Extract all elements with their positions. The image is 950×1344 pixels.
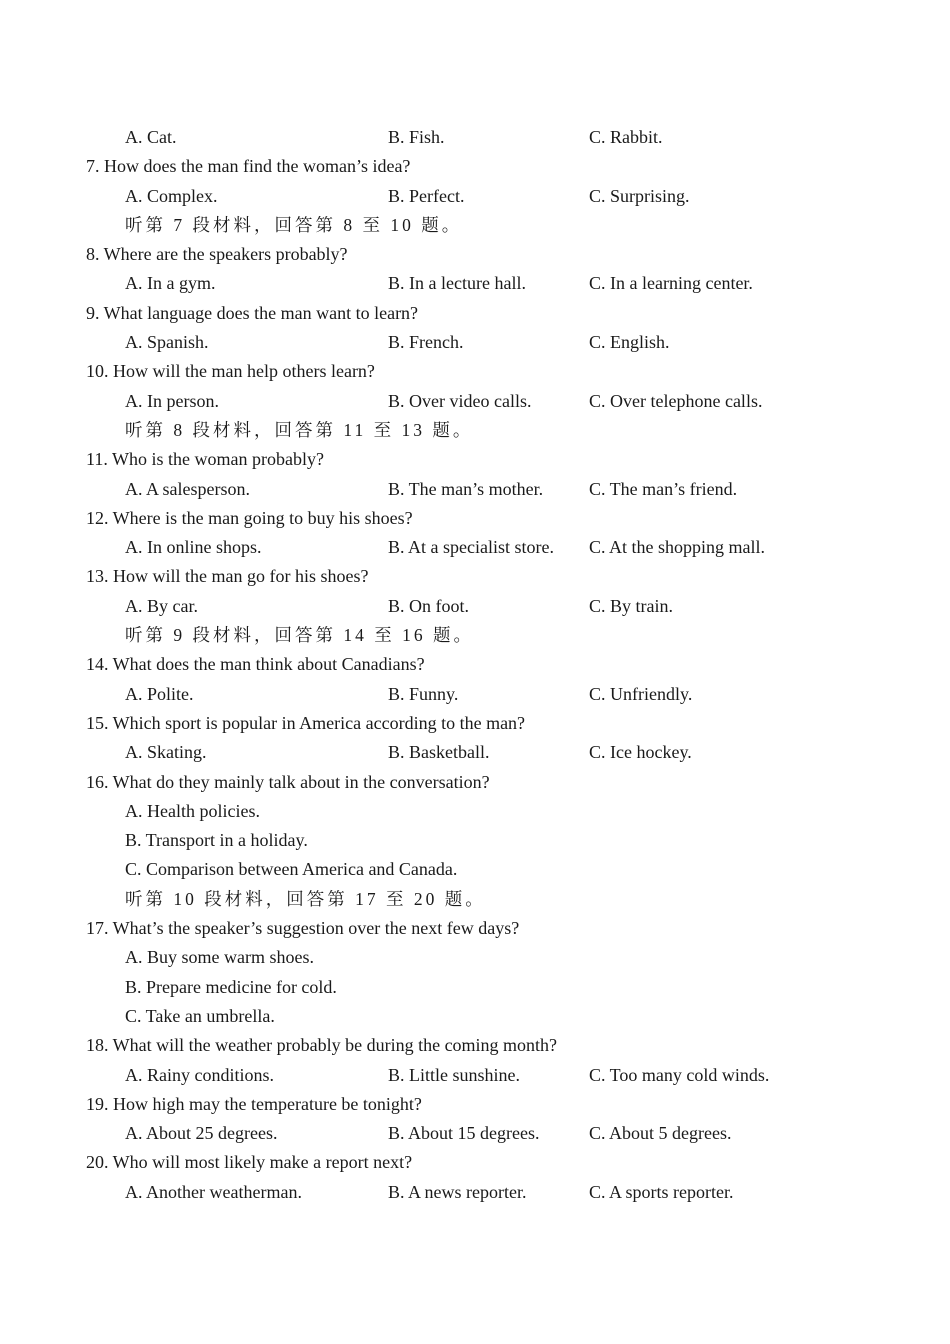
answer-options-row: [0, 1061, 950, 1090]
option-b: B. Perfect.: [388, 185, 465, 206]
answer-option: B. Transport in a holiday.: [125, 830, 308, 851]
option-c: C. About 5 degrees.: [589, 1123, 732, 1144]
option-a: A. In person.: [125, 390, 219, 411]
question-text: 13. How will the man go for his shoes?: [86, 566, 369, 587]
option-a: A. In a gym.: [125, 273, 216, 294]
answer-options-row: [0, 680, 950, 709]
option-b: B. Over video calls.: [388, 390, 532, 411]
option-c: C. Rabbit.: [589, 127, 663, 147]
question-text: 17. What’s the speaker’s suggestion over the next few days?: [86, 918, 520, 939]
option-c: C. At the shopping mall.: [589, 537, 766, 558]
option-b: B. About 15 degrees.: [388, 1123, 540, 1144]
answer-options-row: [0, 387, 950, 416]
option-a: A. A salesperson.: [125, 478, 250, 499]
answer-option: B. Prepare medicine for cold.: [125, 976, 337, 997]
option-c: C. A sports reporter.: [589, 1181, 734, 1202]
option-b: B. On foot.: [388, 595, 469, 616]
option-b: B. Funny.: [388, 683, 459, 704]
question-text: 14. What does the man think about Canadians?: [86, 654, 425, 675]
option-a: A. By car.: [125, 595, 198, 616]
option-b: B. A news reporter.: [388, 1181, 527, 1202]
option-b: B. The man’s mother.: [388, 478, 544, 499]
option-b: B. Little sunshine.: [388, 1064, 520, 1085]
question-text: 10. How will the man help others learn?: [86, 361, 375, 382]
section-instruction: 听第 10 段材料，回答第 17 至 20 题。: [125, 888, 486, 909]
section-instruction: 听第 9 段材料，回答第 14 至 16 题。: [125, 625, 474, 646]
option-b: B. French.: [388, 332, 464, 353]
option-c: C. Over telephone calls.: [589, 390, 763, 411]
option-b: B. At a specialist store.: [388, 537, 554, 558]
answer-options-row: [0, 592, 950, 621]
option-a: A. Polite.: [125, 683, 194, 704]
option-a: A. In online shops.: [125, 537, 262, 558]
answer-options-row: [0, 123, 950, 152]
answer-options-row: [0, 738, 950, 767]
answer-options-row: [0, 475, 950, 504]
answer-options-row: [0, 1119, 950, 1148]
option-b: B. Basketball.: [388, 742, 490, 763]
question-text: 12. Where is the man going to buy his shoes?: [86, 507, 413, 528]
option-c: C. English.: [589, 332, 670, 353]
option-c: C. The man’s friend.: [589, 478, 738, 499]
option-a: A. Another weatherman.: [125, 1181, 302, 1202]
answer-options-row: [0, 533, 950, 562]
answer-options-row: [0, 269, 950, 298]
option-c: C. Unfriendly.: [589, 683, 693, 704]
section-instruction: 听第 7 段材料，回答第 8 至 10 题。: [125, 214, 463, 235]
answer-option: C. Comparison between America and Canada.: [125, 859, 458, 880]
option-c: C. Surprising.: [589, 185, 690, 206]
option-a: A. Complex.: [125, 185, 218, 206]
exam-page: [0, 123, 950, 1207]
question-text: 19. How high may the temperature be tonight?: [86, 1093, 422, 1114]
option-a: A. Skating.: [125, 742, 207, 763]
option-c: C. Ice hockey.: [589, 742, 692, 763]
option-c: C. In a learning center.: [589, 273, 753, 294]
option-c: C. Too many cold winds.: [589, 1064, 770, 1085]
option-c: C. By train.: [589, 595, 673, 616]
question-text: 7. How does the man find the woman’s idea?: [86, 156, 411, 177]
answer-options-row: [0, 1178, 950, 1207]
option-a: A. Rainy conditions.: [125, 1064, 274, 1085]
question-text: 9. What language does the man want to learn?: [86, 302, 419, 323]
answer-option: C. Take an umbrella.: [125, 1005, 275, 1026]
answer-option: A. Buy some warm shoes.: [125, 947, 314, 968]
answer-options-row: [0, 328, 950, 357]
question-text: 11. Who is the woman probably?: [86, 449, 324, 470]
option-b: B. Fish.: [388, 127, 445, 147]
question-text: 16. What do they mainly talk about in the conversation?: [86, 771, 490, 792]
question-text: 15. Which sport is popular in America according to the man?: [86, 712, 526, 733]
answer-options-row: [0, 182, 950, 211]
option-a: A. Spanish.: [125, 332, 209, 353]
section-instruction: 听第 8 段材料，回答第 11 至 13 题。: [125, 419, 474, 440]
option-a: A. Cat.: [125, 127, 177, 147]
question-text: 20. Who will most likely make a report next?: [86, 1152, 413, 1173]
option-b: B. In a lecture hall.: [388, 273, 526, 294]
answer-option: A. Health policies.: [125, 800, 260, 821]
option-a: A. About 25 degrees.: [125, 1123, 278, 1144]
question-text: 8. Where are the speakers probably?: [86, 244, 348, 265]
question-text: 18. What will the weather probably be during the coming month?: [86, 1035, 558, 1056]
